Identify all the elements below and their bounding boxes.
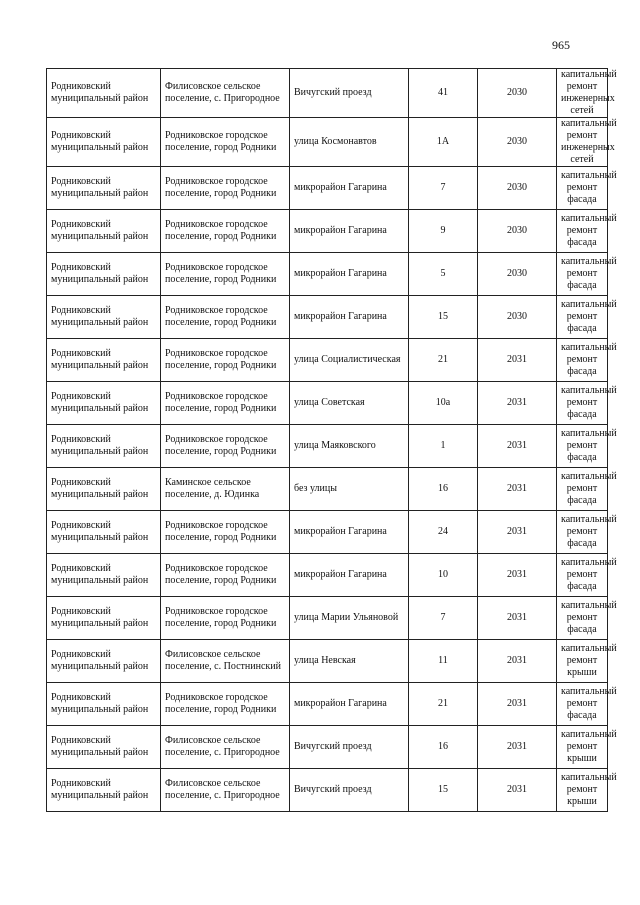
house-number-cell: 41 bbox=[409, 69, 478, 118]
work-type-cell: капитальный ремонт фасада bbox=[557, 296, 608, 339]
settlement-cell: Родниковское городское поселение, город Родники bbox=[161, 167, 290, 210]
house-number-cell: 10 bbox=[409, 554, 478, 597]
settlement-cell: Родниковское городское поселение, город Родники bbox=[161, 210, 290, 253]
district-cell: Родниковский муниципальный район bbox=[47, 425, 161, 468]
work-type-cell: капитальный ремонт инженерных сетей bbox=[557, 69, 608, 118]
settlement-cell: Филисовское сельское поселение, с. Пригородное bbox=[161, 726, 290, 769]
house-number-cell: 7 bbox=[409, 597, 478, 640]
year-cell: 2031 bbox=[478, 640, 557, 683]
work-type-cell: капитальный ремонт фасада bbox=[557, 511, 608, 554]
house-number-cell: 15 bbox=[409, 769, 478, 812]
district-cell: Родниковский муниципальный район bbox=[47, 640, 161, 683]
settlement-cell: Родниковское городское поселение, город Родники bbox=[161, 118, 290, 167]
year-cell: 2030 bbox=[478, 69, 557, 118]
year-cell: 2031 bbox=[478, 339, 557, 382]
year-cell: 2031 bbox=[478, 726, 557, 769]
district-cell: Родниковский муниципальный район bbox=[47, 69, 161, 118]
year-cell: 2031 bbox=[478, 597, 557, 640]
district-cell: Родниковский муниципальный район bbox=[47, 597, 161, 640]
house-number-cell: 16 bbox=[409, 726, 478, 769]
work-type-cell: капитальный ремонт крыши bbox=[557, 726, 608, 769]
house-number-cell: 16 bbox=[409, 468, 478, 511]
table-row bbox=[47, 382, 608, 425]
work-type-cell: капитальный ремонт фасада bbox=[557, 683, 608, 726]
work-type-cell: капитальный ремонт фасада bbox=[557, 382, 608, 425]
house-number-cell: 9 bbox=[409, 210, 478, 253]
settlement-cell: Филисовское сельское поселение, с. Пригородное bbox=[161, 769, 290, 812]
year-cell: 2030 bbox=[478, 210, 557, 253]
year-cell: 2031 bbox=[478, 683, 557, 726]
house-number-cell: 21 bbox=[409, 683, 478, 726]
district-cell: Родниковский муниципальный район bbox=[47, 769, 161, 812]
house-number-cell: 11 bbox=[409, 640, 478, 683]
house-number-cell: 1 bbox=[409, 425, 478, 468]
street-cell: улица Космонавтов bbox=[290, 118, 409, 167]
table-row bbox=[47, 210, 608, 253]
street-cell: микрорайон Гагарина bbox=[290, 511, 409, 554]
table-row bbox=[47, 296, 608, 339]
district-cell: Родниковский муниципальный район bbox=[47, 468, 161, 511]
year-cell: 2031 bbox=[478, 554, 557, 597]
street-cell: микрорайон Гагарина bbox=[290, 167, 409, 210]
street-cell: улица Советская bbox=[290, 382, 409, 425]
street-cell: Вичугский проезд bbox=[290, 69, 409, 118]
settlement-cell: Родниковское городское поселение, город Родники bbox=[161, 339, 290, 382]
table-row bbox=[47, 511, 608, 554]
page-number: 965 bbox=[552, 38, 570, 52]
house-number-cell: 5 bbox=[409, 253, 478, 296]
settlement-cell: Родниковское городское поселение, город Родники bbox=[161, 253, 290, 296]
street-cell: микрорайон Гагарина bbox=[290, 296, 409, 339]
work-type-cell: капитальный ремонт инженерных сетей bbox=[557, 118, 608, 167]
settlement-cell: Родниковское городское поселение, город Родники bbox=[161, 597, 290, 640]
year-cell: 2030 bbox=[478, 296, 557, 339]
table-row bbox=[47, 425, 608, 468]
house-number-cell: 21 bbox=[409, 339, 478, 382]
work-type-cell: капитальный ремонт фасада bbox=[557, 167, 608, 210]
house-number-cell: 1А bbox=[409, 118, 478, 167]
table-row bbox=[47, 597, 608, 640]
work-type-cell: капитальный ремонт фасада bbox=[557, 597, 608, 640]
work-type-cell: капитальный ремонт крыши bbox=[557, 640, 608, 683]
house-number-cell: 15 bbox=[409, 296, 478, 339]
street-cell: микрорайон Гагарина bbox=[290, 253, 409, 296]
street-cell: микрорайон Гагарина bbox=[290, 554, 409, 597]
work-type-cell: капитальный ремонт крыши bbox=[557, 769, 608, 812]
year-cell: 2030 bbox=[478, 167, 557, 210]
street-cell: без улицы bbox=[290, 468, 409, 511]
settlement-cell: Родниковское городское поселение, город Родники bbox=[161, 683, 290, 726]
settlement-cell: Филисовское сельское поселение, с. Постнинский bbox=[161, 640, 290, 683]
year-cell: 2030 bbox=[478, 253, 557, 296]
district-cell: Родниковский муниципальный район bbox=[47, 339, 161, 382]
street-cell: улица Маяковского bbox=[290, 425, 409, 468]
table-row bbox=[47, 683, 608, 726]
work-type-cell: капитальный ремонт фасада bbox=[557, 210, 608, 253]
district-cell: Родниковский муниципальный район bbox=[47, 726, 161, 769]
table-row bbox=[47, 640, 608, 683]
district-cell: Родниковский муниципальный район bbox=[47, 382, 161, 425]
settlement-cell: Родниковское городское поселение, город Родники bbox=[161, 425, 290, 468]
district-cell: Родниковский муниципальный район bbox=[47, 554, 161, 597]
work-type-cell: капитальный ремонт фасада bbox=[557, 425, 608, 468]
district-cell: Родниковский муниципальный район bbox=[47, 118, 161, 167]
house-number-cell: 7 bbox=[409, 167, 478, 210]
street-cell: улица Социалистическая bbox=[290, 339, 409, 382]
work-type-cell: капитальный ремонт фасада bbox=[557, 468, 608, 511]
district-cell: Родниковский муниципальный район bbox=[47, 253, 161, 296]
settlement-cell: Родниковское городское поселение, город Родники bbox=[161, 511, 290, 554]
table-row bbox=[47, 253, 608, 296]
settlement-cell: Родниковское городское поселение, город Родники bbox=[161, 296, 290, 339]
table-row bbox=[47, 69, 608, 118]
street-cell: Вичугский проезд bbox=[290, 769, 409, 812]
year-cell: 2031 bbox=[478, 769, 557, 812]
year-cell: 2031 bbox=[478, 382, 557, 425]
district-cell: Родниковский муниципальный район bbox=[47, 511, 161, 554]
settlement-cell: Родниковское городское поселение, город Родники bbox=[161, 382, 290, 425]
year-cell: 2031 bbox=[478, 511, 557, 554]
table-row bbox=[47, 726, 608, 769]
work-type-cell: капитальный ремонт фасада bbox=[557, 339, 608, 382]
street-cell: улица Невская bbox=[290, 640, 409, 683]
table-row bbox=[47, 167, 608, 210]
street-cell: улица Марии Ульяновой bbox=[290, 597, 409, 640]
year-cell: 2031 bbox=[478, 425, 557, 468]
street-cell: Вичугский проезд bbox=[290, 726, 409, 769]
district-cell: Родниковский муниципальный район bbox=[47, 296, 161, 339]
table-row bbox=[47, 339, 608, 382]
year-cell: 2031 bbox=[478, 468, 557, 511]
district-cell: Родниковский муниципальный район bbox=[47, 210, 161, 253]
settlement-cell: Каминское сельское поселение, д. Юдинка bbox=[161, 468, 290, 511]
district-cell: Родниковский муниципальный район bbox=[47, 167, 161, 210]
street-cell: микрорайон Гагарина bbox=[290, 210, 409, 253]
district-cell: Родниковский муниципальный район bbox=[47, 683, 161, 726]
work-type-cell: капитальный ремонт фасада bbox=[557, 253, 608, 296]
repair-schedule-table bbox=[46, 68, 617, 812]
house-number-cell: 24 bbox=[409, 511, 478, 554]
table-body bbox=[47, 69, 617, 812]
settlement-cell: Филисовское сельское поселение, с. Пригородное bbox=[161, 69, 290, 118]
house-number-cell: 10а bbox=[409, 382, 478, 425]
table-row bbox=[47, 468, 608, 511]
table-row bbox=[47, 554, 608, 597]
table-row bbox=[47, 118, 608, 167]
street-cell: микрорайон Гагарина bbox=[290, 683, 409, 726]
table-row bbox=[47, 769, 608, 812]
work-type-cell: капитальный ремонт фасада bbox=[557, 554, 608, 597]
settlement-cell: Родниковское городское поселение, город Родники bbox=[161, 554, 290, 597]
year-cell: 2030 bbox=[478, 118, 557, 167]
